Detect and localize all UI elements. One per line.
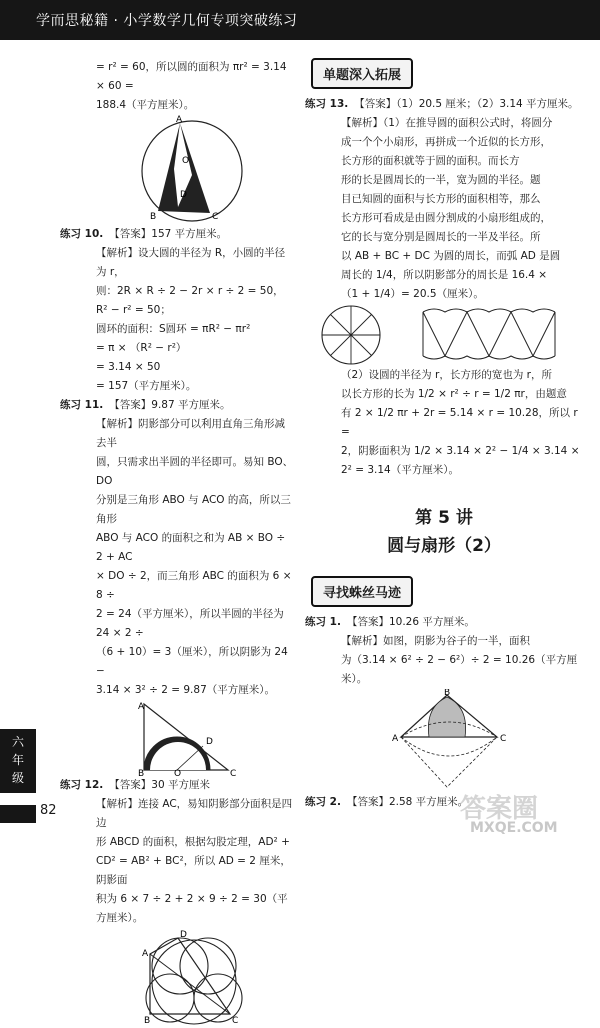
- text-line: 【解析】如图，阴影为谷子的一半，面积: [341, 635, 530, 647]
- grade-char: 级: [11, 771, 24, 785]
- label-D: D: [206, 737, 213, 747]
- text-line: 积为 6 × 7 ÷ 2 + 2 × 9 ÷ 2 = 30（平方厘米）。: [96, 893, 288, 924]
- text-line: R² − r² = 50；: [96, 304, 171, 316]
- page-number: 82: [40, 803, 57, 818]
- grade-tab: [0, 729, 36, 793]
- label-C: C: [230, 769, 237, 776]
- text-line: 2 = 24（平方厘米），所以半圆的半径为 24 × 2 ÷: [96, 608, 284, 639]
- text-line: 3.14 × 3² ÷ 2 = 9.87（平方厘米）。: [96, 684, 275, 696]
- text-line: CD² = AB² + BC²，所以 AD = 2 厘米，阴影面: [96, 855, 291, 886]
- text-line: 它的长与宽分别是圆周长的一半及半径。所: [341, 231, 541, 243]
- text-line: 188.4（平方厘米）。: [96, 99, 195, 111]
- grade-char: 年: [11, 753, 24, 767]
- text-line: （1 + 1/4）= 20.5（厘米）。: [341, 288, 484, 300]
- left-column: [60, 58, 295, 1028]
- exercise-label: 练习 10.: [60, 228, 104, 240]
- label-D: D: [180, 190, 187, 200]
- text-line: 【解析】阴影部分可以利用直角三角形减去半: [96, 418, 285, 449]
- label-B: B: [138, 769, 145, 776]
- text-line: = π × （R² − r²）: [96, 342, 187, 354]
- answer: 【答案】2.58 平方厘米。: [346, 796, 469, 808]
- text-line: 2，阴影面积为 1/2 × 3.14 × 2² − 1/4 × 3.14 ×: [341, 445, 580, 457]
- text-line: 有 2 × 1/2 πr + 2r = 5.14 × r = 10.28，所以 r =: [341, 407, 578, 438]
- text-line: 目已知圆的面积与长方形的面积相等，那么: [341, 193, 541, 205]
- exercise-label: 练习 2.: [305, 796, 341, 808]
- text-line: 分别是三角形 ABO 与 ACO 的高，所以三角形: [96, 494, 291, 525]
- label-O: O: [174, 769, 182, 776]
- footer-bar: [0, 805, 36, 823]
- label-C: C: [232, 1016, 239, 1026]
- label-O: O: [182, 156, 190, 166]
- text-line: = r² = 60，所以圆的面积为 πr² = 3.14 × 60 =: [96, 61, 287, 92]
- text-line: 圆环的面积：S圆环 = πR² − πr²: [96, 323, 251, 335]
- text-line: 以长方形的长为 1/2 × r² ÷ r = 1/2 πr，由题意: [341, 388, 567, 400]
- label-B: B: [444, 689, 451, 698]
- label-A: A: [142, 949, 149, 959]
- label-A: A: [138, 702, 145, 712]
- figure-quadrilateral-circles: [60, 928, 295, 1028]
- answer: 【答案】10.26 平方厘米。: [346, 616, 475, 628]
- text-line: 周长的 1/4，所以阴影部分的周长是 16.4 ×: [341, 269, 548, 281]
- label-C: C: [500, 734, 507, 744]
- text-line: 【解析】设大圆的半径为 R，小圆的半径为 r，: [96, 247, 286, 278]
- text-line: 【解析】连接 AC，易知阴影部分面积是四边: [96, 798, 293, 829]
- answer: 【答案】（1）20.5 厘米；（2）3.14 平方厘米。: [354, 98, 579, 110]
- answer: 【答案】9.87 平方厘米。: [109, 399, 231, 411]
- exercise-label: 练习 1.: [305, 616, 341, 628]
- exercise-label: 练习 13.: [305, 98, 349, 110]
- figure-right-triangle-semicircle: [60, 700, 295, 776]
- text-line: = 3.14 × 50: [96, 361, 161, 373]
- exercise-label: 练习 12.: [60, 779, 104, 791]
- figure-circle-triangle: [60, 115, 295, 225]
- right-column: [305, 58, 583, 812]
- grade-char: 六: [11, 735, 24, 749]
- lecture-subtitle: 圆与扇形（2）: [387, 536, 501, 556]
- figure-triangle-shaded-leaf: [305, 689, 583, 793]
- watermark-url: MXQE.COM: [470, 820, 558, 836]
- text-line: 【解析】（1）在推导圆的面积公式时，将圆分: [341, 117, 553, 129]
- text-line: （6 + 10）= 3（厘米），所以阴影为 24 −: [96, 646, 288, 677]
- label-C: C: [212, 212, 219, 222]
- watermark: 答案圈: [460, 794, 539, 824]
- text-line: 形 ABCD 的面积，根据勾股定理，AD² +: [96, 836, 290, 848]
- label-B: B: [150, 212, 157, 222]
- figure-circle-sectors-rectangle: [305, 304, 583, 366]
- book-title: 学而思秘籍 · 小学数学几何专项突破练习: [36, 13, 298, 29]
- answer: 【答案】30 平方厘米: [109, 779, 210, 791]
- text-line: 则：2R × R ÷ 2 − 2r × r ÷ 2 = 50，: [96, 285, 284, 297]
- text-line: 为（3.14 × 6² ÷ 2 − 6²）÷ 2 = 10.26（平方厘: [341, 654, 578, 666]
- text-line: 长方形的面积就等于圆的面积。而长方: [341, 155, 520, 167]
- text-line: 2² = 3.14（平方厘米）。: [341, 464, 459, 476]
- text-line: 长方形可看成是由圆分割成的小扇形组成的，: [341, 212, 551, 224]
- section-heading: 单题深入拓展: [311, 58, 413, 89]
- text-line: 成一个个小扇形，再拼成一个近似的长方形，: [341, 136, 551, 148]
- text-line: 圆，只需求出半圆的半径即可。易知 BO、DO: [96, 456, 294, 487]
- text-line: = 157（平方厘米）。: [96, 380, 197, 392]
- text-line: ABO 与 ACO 的面积之和为 AB × BO ÷ 2 + AC: [96, 532, 286, 563]
- exercise-label: 练习 11.: [60, 399, 104, 411]
- text-line: 米）。: [341, 673, 368, 685]
- text-line: 形的长是圆周长的一半，宽为圆的半径。题: [341, 174, 541, 186]
- text-line: 以 AB + BC + DC 为圆的周长，而弧 AD 是圆: [341, 250, 561, 262]
- lecture-title: 第 5 讲: [415, 508, 473, 528]
- label-D: D: [180, 930, 187, 940]
- page-header: [0, 0, 600, 40]
- section-heading: 寻找蛛丝马迹: [311, 576, 413, 607]
- label-B: B: [144, 1016, 151, 1026]
- answer: 【答案】157 平方厘米。: [109, 228, 228, 240]
- text-line: × DO ÷ 2，而三角形 ABC 的面积为 6 × 8 ÷: [96, 570, 292, 601]
- label-A: A: [392, 734, 399, 744]
- text-line: （2）设圆的半径为 r，长方形的宽也为 r，所: [341, 369, 552, 381]
- label-A: A: [176, 115, 183, 125]
